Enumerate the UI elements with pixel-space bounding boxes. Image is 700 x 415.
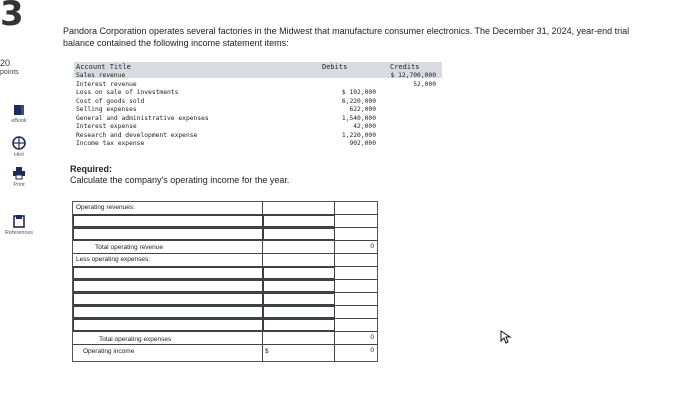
sidebar-item-references[interactable] — [0, 214, 38, 236]
table-row — [73, 280, 377, 293]
account-title: Income tax expense — [76, 140, 145, 147]
trial-balance-account-header: Account Title — [76, 63, 131, 71]
expense-amount-input[interactable] — [263, 293, 335, 305]
total-operating-expenses-value: 0 — [370, 334, 374, 341]
account-title: Loss on sale of investments — [76, 89, 179, 96]
question-prompt: Pandora Corporation operates several factories in the Midwest that manufacture consumer electronics. The December 31, 2024, year-end trial balance contained the following income statement items: — [63, 26, 630, 48]
sidebar-item-label: eBook — [11, 118, 27, 124]
answer-table — [72, 201, 378, 362]
less-operating-expenses-label: Less operating expenses: — [76, 256, 151, 263]
table-row — [73, 254, 377, 267]
mouse-cursor-icon — [500, 330, 512, 344]
revenue-account-input[interactable] — [73, 228, 263, 240]
debit-value: $ 102,000 — [341, 89, 376, 96]
expense-amount-input[interactable] — [263, 319, 335, 331]
operating-income-value: 0 — [370, 347, 374, 354]
operating-income-label: Operating income — [83, 348, 135, 355]
account-title: Interest expense — [76, 123, 137, 130]
expense-amount-input[interactable] — [263, 306, 335, 318]
revenue-account-input[interactable] — [73, 215, 263, 227]
globe-icon — [12, 136, 26, 150]
trial-balance-credits-header: Credits — [390, 63, 420, 71]
expense-amount-input[interactable] — [263, 280, 335, 292]
table-row — [73, 228, 377, 241]
total-operating-expenses-label: Total operating expenses — [99, 336, 172, 343]
sidebar-item-label: Print — [13, 182, 25, 188]
table-row — [73, 267, 377, 280]
trial-balance-credits — [370, 72, 436, 89]
account-title: Research and development expense — [76, 131, 198, 139]
sidebar-item-label: References — [4, 230, 34, 236]
required-text: Calculate the company's operating income for the year. — [70, 175, 290, 185]
expense-account-input[interactable] — [73, 293, 263, 305]
debit-value: 1,540,000 — [341, 114, 376, 122]
book-icon — [12, 104, 26, 116]
table-row — [73, 241, 377, 254]
expense-account-input[interactable] — [73, 267, 263, 279]
table-row — [73, 202, 377, 215]
expense-amount-input[interactable] — [263, 267, 335, 279]
sidebar-item-print[interactable] — [0, 166, 38, 188]
debit-value: 6,220,000 — [341, 97, 376, 105]
required-label: Required: — [70, 164, 113, 174]
trial-balance-debits-header: Debits — [322, 63, 348, 71]
references-icon — [12, 214, 26, 228]
expense-account-input[interactable] — [73, 280, 263, 292]
table-row — [73, 306, 377, 319]
points-label: points — [0, 69, 19, 76]
expense-account-input[interactable] — [73, 306, 263, 318]
printer-icon — [12, 166, 26, 180]
account-title: General and administrative expenses — [76, 114, 209, 122]
points-value: 20 — [0, 58, 11, 68]
account-title: Selling expenses — [76, 106, 137, 113]
account-title: Sales revenue — [76, 72, 126, 79]
debit-value: 902,000 — [349, 140, 376, 147]
revenue-amount-input[interactable] — [263, 228, 335, 240]
sidebar-item-ebook[interactable] — [0, 104, 38, 124]
account-title: Interest revenue — [76, 80, 137, 88]
total-operating-revenue-value: 0 — [370, 243, 374, 250]
sidebar-item-hint[interactable] — [0, 136, 38, 158]
credit-value: $ 12,700,000 — [390, 72, 436, 79]
debit-value: 622,000 — [349, 106, 376, 113]
table-row — [73, 332, 377, 345]
expense-account-input[interactable] — [73, 319, 263, 331]
account-title: Cost of goods sold — [76, 97, 145, 105]
operating-income-dollar: $ — [265, 348, 269, 355]
table-row — [73, 293, 377, 306]
question-number: 3 — [0, 0, 24, 34]
trial-balance-debits — [300, 89, 376, 149]
table-row — [73, 215, 377, 228]
operating-revenues-label: Operating revenues: — [76, 204, 135, 211]
credit-value: 52,000 — [413, 80, 436, 88]
table-row — [73, 345, 377, 361]
sidebar-item-label: Hint — [14, 152, 24, 158]
table-row — [73, 319, 377, 332]
trial-balance-accounts — [76, 72, 209, 149]
debit-value: 1,220,000 — [341, 131, 376, 139]
debit-value: 42,000 — [353, 123, 376, 130]
total-operating-revenue-label: Total operating revenue — [95, 244, 163, 251]
revenue-amount-input[interactable] — [263, 215, 335, 227]
